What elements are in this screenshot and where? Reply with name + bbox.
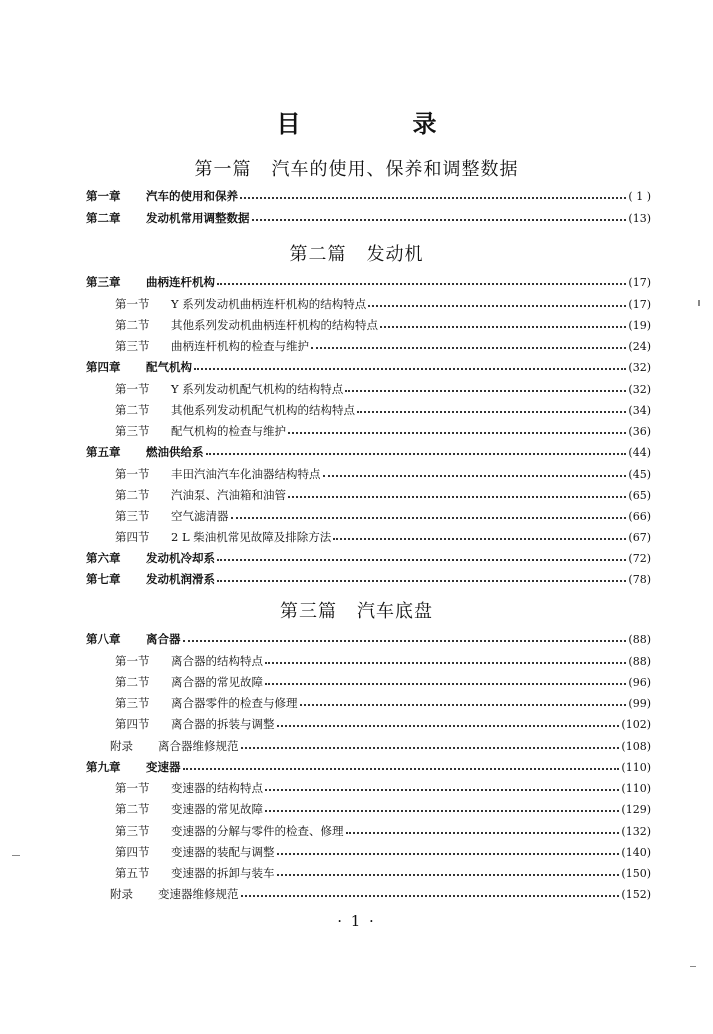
entry-label: 第一节: [115, 467, 150, 481]
entry-label: 第九章: [86, 760, 121, 774]
entry-page: (17): [628, 297, 651, 311]
entry-title: Y 系列发动机曲柄连杆机构的结构特点: [171, 297, 367, 311]
leader-dots: [277, 874, 620, 876]
entry-page: (66): [628, 509, 651, 523]
entry-page: (34): [628, 403, 651, 417]
entry-title: 离合器零件的检查与修理: [171, 696, 298, 710]
entry-label: 第三节: [115, 424, 150, 438]
scan-speck: [12, 855, 20, 856]
leader-dots: [368, 305, 626, 307]
toc-appendix-entry[interactable]: [110, 737, 651, 755]
leader-dots: [183, 640, 627, 642]
toc-section-entry[interactable]: [115, 843, 651, 861]
leader-dots: [311, 347, 626, 349]
toc-chapter-entry[interactable]: [86, 630, 651, 648]
entry-label: 第二节: [115, 802, 150, 816]
entry-page: (96): [628, 675, 651, 689]
part-heading-1: [0, 155, 713, 181]
entry-page: (13): [628, 211, 651, 225]
entry-label: 第四节: [115, 530, 150, 544]
entry-page: (132): [621, 824, 651, 838]
entry-title: 变速器的分解与零件的检查、修理: [171, 824, 344, 838]
entry-page: (88): [628, 632, 651, 646]
toc-chapter-entry[interactable]: [86, 570, 651, 588]
entry-title: 离合器的结构特点: [171, 654, 263, 668]
part-name: 汽车的使用、保养和调整数据: [271, 159, 519, 180]
entry-page: (78): [628, 572, 651, 586]
entry-page: (36): [628, 424, 651, 438]
entry-label: 第一节: [115, 781, 150, 795]
entry-page: (110): [621, 760, 651, 774]
toc-section-entry[interactable]: [115, 864, 651, 882]
toc-section-entry[interactable]: [115, 486, 651, 504]
entry-label: 第二节: [115, 675, 150, 689]
part-label: 第三篇: [280, 601, 337, 622]
entry-page: (24): [628, 339, 651, 353]
part-heading-3: [0, 597, 713, 623]
toc-section-entry[interactable]: [115, 295, 651, 313]
toc-title: 目 录: [276, 109, 481, 138]
entry-page: (45): [628, 467, 651, 481]
leader-dots: [300, 704, 627, 706]
entry-page: (99): [628, 696, 651, 710]
toc-chapter-entry[interactable]: [86, 758, 651, 776]
toc-section-entry[interactable]: [115, 694, 651, 712]
toc-appendix-entry[interactable]: [110, 885, 651, 903]
entry-page: (102): [621, 717, 651, 731]
leader-dots: [333, 538, 626, 540]
leader-dots: [183, 768, 620, 770]
entry-label: 第三节: [115, 824, 150, 838]
entry-title: 离合器: [146, 632, 181, 646]
toc-section-entry[interactable]: [115, 380, 651, 398]
entry-label: 第二章: [86, 211, 121, 225]
entry-page: (32): [628, 360, 651, 374]
entry-page: ( 1 ): [628, 189, 651, 203]
page-number: · 1 ·: [337, 912, 376, 930]
entry-page: (32): [628, 382, 651, 396]
part-name: 汽车底盘: [357, 601, 433, 622]
entry-title: 曲柄连杆机构: [146, 275, 215, 289]
entry-label: 第五节: [115, 866, 150, 880]
entry-label: 附录: [110, 887, 133, 901]
entry-page: (65): [628, 488, 651, 502]
toc-section-entry[interactable]: [115, 822, 651, 840]
entry-title: 离合器维修规范: [158, 739, 239, 753]
entry-title: 变速器的结构特点: [171, 781, 263, 795]
toc-section-entry[interactable]: [115, 507, 651, 525]
toc-section-entry[interactable]: [115, 465, 651, 483]
leader-dots: [265, 789, 619, 791]
entry-label: 第一节: [115, 654, 150, 668]
entry-label: 第一章: [86, 189, 121, 203]
entry-title: 变速器维修规范: [158, 887, 239, 901]
entry-title: 空气滤清器: [171, 509, 229, 523]
leader-dots: [241, 895, 620, 897]
entry-title: 丰田汽油汽车化油器结构特点: [171, 467, 321, 481]
entry-label: 第二节: [115, 488, 150, 502]
entry-title: 汽油泵、汽油箱和油管: [171, 488, 286, 502]
entry-label: 第一节: [115, 382, 150, 396]
entry-page: (72): [628, 551, 651, 565]
toc-section-entry[interactable]: [115, 422, 651, 440]
leader-dots: [240, 197, 626, 199]
entry-title: 变速器的常见故障: [171, 802, 263, 816]
entry-page: (17): [628, 275, 651, 289]
leader-dots: [357, 411, 626, 413]
scan-speck: [698, 300, 700, 306]
entry-title: 离合器的拆装与调整: [171, 717, 275, 731]
toc-chapter-entry[interactable]: [86, 273, 651, 291]
leader-dots: [323, 475, 627, 477]
leader-dots: [217, 559, 626, 561]
entry-label: 第八章: [86, 632, 121, 646]
toc-chapter-entry[interactable]: [86, 187, 651, 205]
part-label: 第一篇: [194, 159, 252, 180]
entry-title: 变速器: [146, 760, 181, 774]
leader-dots: [194, 368, 626, 370]
leader-dots: [288, 496, 626, 498]
scan-speck: [690, 966, 696, 967]
entry-title: Y 系列发动机配气机构的结构特点: [171, 382, 344, 396]
entry-title: 发动机常用调整数据: [146, 211, 250, 225]
entry-title: 配气机构: [146, 360, 192, 374]
leader-dots: [345, 390, 626, 392]
toc-section-entry[interactable]: [115, 337, 651, 355]
entry-title: 发动机冷却系: [146, 551, 215, 565]
leader-dots: [231, 517, 627, 519]
leader-dots: [277, 725, 620, 727]
entry-label: 第七章: [86, 572, 121, 586]
entry-title: 2 L 柴油机常见故障及排除方法: [171, 530, 332, 544]
toc-chapter-entry[interactable]: [86, 209, 651, 227]
toc-section-entry[interactable]: [115, 715, 651, 733]
entry-label: 第二节: [115, 318, 150, 332]
entry-page: (129): [621, 802, 651, 816]
entry-title: 离合器的常见故障: [171, 675, 263, 689]
toc-chapter-entry[interactable]: [86, 443, 651, 461]
leader-dots: [346, 832, 620, 834]
leader-dots: [206, 453, 627, 455]
entry-label: 第四节: [115, 717, 150, 731]
part-name: 发动机: [366, 244, 424, 265]
leader-dots: [288, 432, 626, 434]
leader-dots: [252, 219, 627, 221]
entry-label: 附录: [110, 739, 133, 753]
entry-label: 第五章: [86, 445, 121, 459]
entry-title: 其他系列发动机曲柄连杆机构的结构特点: [171, 318, 378, 332]
entry-label: 第三章: [86, 275, 121, 289]
toc-section-entry[interactable]: [115, 316, 651, 334]
entry-title: 变速器的装配与调整: [171, 845, 275, 859]
leader-dots: [265, 662, 626, 664]
entry-title: 曲柄连杆机构的检查与维护: [171, 339, 309, 353]
toc-chapter-entry[interactable]: [86, 358, 651, 376]
toc-section-entry[interactable]: [115, 779, 651, 797]
entry-title: 其他系列发动机配气机构的结构特点: [171, 403, 355, 417]
entry-label: 第四章: [86, 360, 121, 374]
entry-title: 发动机润滑系: [146, 572, 215, 586]
toc-section-entry[interactable]: [115, 652, 651, 670]
entry-page: (88): [628, 654, 651, 668]
entry-page: (44): [628, 445, 651, 459]
entry-label: 第三节: [115, 509, 150, 523]
entry-label: 第一节: [115, 297, 150, 311]
entry-page: (150): [621, 866, 651, 880]
entry-title: 汽车的使用和保养: [146, 189, 238, 203]
entry-label: 第三节: [115, 339, 150, 353]
entry-label: 第四节: [115, 845, 150, 859]
part-heading-2: [0, 240, 713, 266]
toc-chapter-entry[interactable]: [86, 549, 651, 567]
leader-dots: [241, 747, 620, 749]
entry-title: 燃油供给系: [146, 445, 204, 459]
entry-label: 第三节: [115, 696, 150, 710]
toc-section-entry[interactable]: [115, 528, 651, 546]
leader-dots: [265, 810, 619, 812]
entry-page: (108): [621, 739, 651, 753]
entry-title: 配气机构的检查与维护: [171, 424, 286, 438]
entry-page: (67): [628, 530, 651, 544]
leader-dots: [217, 283, 626, 285]
toc-section-entry[interactable]: [115, 673, 651, 691]
entry-page: (140): [621, 845, 651, 859]
entry-label: 第二节: [115, 403, 150, 417]
leader-dots: [217, 580, 626, 582]
leader-dots: [380, 326, 626, 328]
toc-section-entry[interactable]: [115, 401, 651, 419]
leader-dots: [277, 853, 620, 855]
toc-section-entry[interactable]: [115, 800, 651, 818]
part-label: 第二篇: [289, 244, 347, 265]
entry-page: (110): [621, 781, 651, 795]
entry-page: (152): [621, 887, 651, 901]
entry-label: 第六章: [86, 551, 121, 565]
leader-dots: [265, 683, 626, 685]
entry-page: (19): [628, 318, 651, 332]
entry-title: 变速器的拆卸与装车: [171, 866, 275, 880]
